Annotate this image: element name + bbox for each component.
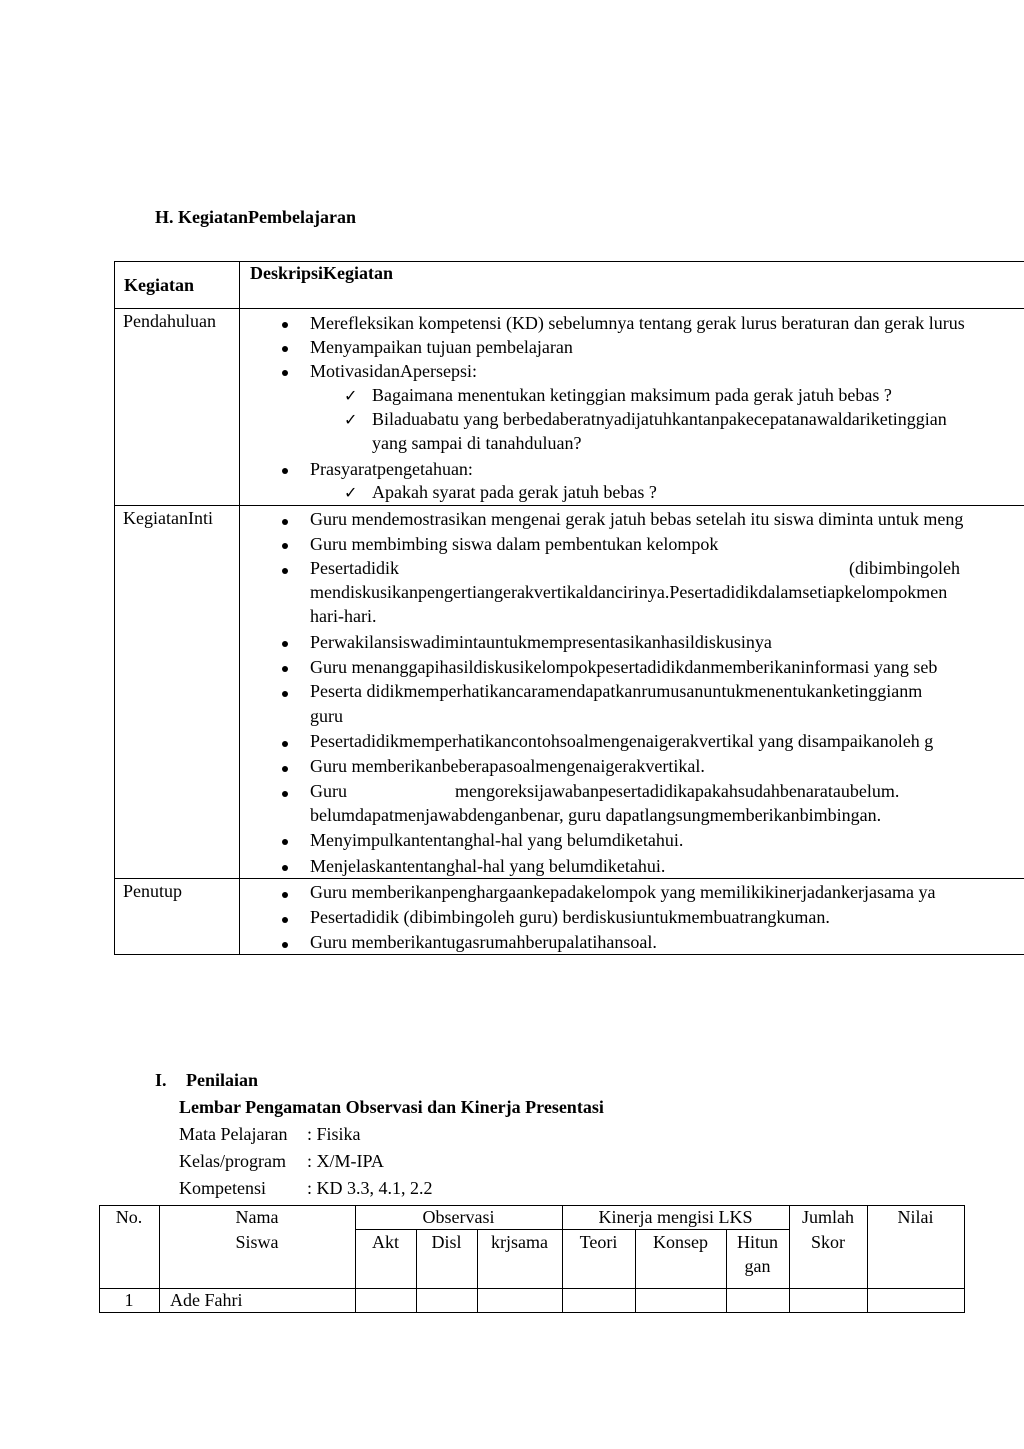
list-item: Pesertadidik (dibimbingoleh guru) berdiskusiuntukmembuatrangkuman. bbox=[310, 907, 830, 927]
bullet-icon bbox=[282, 641, 288, 647]
bullet-icon bbox=[282, 942, 288, 948]
list-item: MotivasidanApersepsi: bbox=[310, 361, 477, 381]
header-kegiatan: Kegiatan bbox=[124, 275, 194, 295]
list-item: Merefleksikan kompetensi (KD) sebelumnya tentang gerak lurus beraturan dan gerak lurus bbox=[310, 313, 965, 333]
list-item: Guru menanggapihasildiskusikelompokpesertadidikdanmemberikaninformasi yang seb bbox=[310, 657, 938, 677]
list-item: Pesertadidikmemperhatikancontohsoalmengenaigerakvertikal yang disampaikanoleh g bbox=[310, 731, 934, 751]
header-akt: Akt bbox=[372, 1232, 399, 1252]
list-item: Guru mendemostrasikan mengenai gerak jatuh bebas setelah itu siswa diminta untuk meng bbox=[310, 509, 964, 529]
header-krjsama: krjsama bbox=[491, 1232, 548, 1252]
bullet-icon bbox=[282, 741, 288, 747]
info-value-kompetensi: : KD 3.3, 4.1, 2.2 bbox=[307, 1178, 433, 1198]
list-item: Peserta didikmemperhatikancaramendapatkanrumusanuntukmenentukanketinggianm bbox=[310, 681, 923, 701]
table-border bbox=[99, 1205, 965, 1206]
bullet-icon bbox=[282, 865, 288, 871]
row-divider bbox=[99, 1288, 965, 1289]
row-name-pendahuluan: Pendahuluan bbox=[123, 311, 216, 331]
list-subitem: yang sampai di tanahduluan? bbox=[372, 433, 582, 453]
bullet-icon bbox=[282, 666, 288, 672]
header-deskripsi: DeskripsiKegiatan bbox=[250, 263, 394, 283]
list-item: Guru memberikanbeberapasoalmengenaigerakvertikal. bbox=[310, 756, 705, 776]
header-nilai: Nilai bbox=[897, 1207, 934, 1227]
header-nama: Nama bbox=[235, 1207, 279, 1227]
list-item-continuation: mengoreksijawabanpesertadidikapakahsudahbenarataubelum. bbox=[455, 781, 900, 801]
header-hitungan-cont: gan bbox=[744, 1256, 771, 1276]
list-item: Menyampaikan tujuan pembelajaran bbox=[310, 337, 573, 357]
list-subitem: Bagaimana menentukan ketinggian maksimum pada gerak jatuh bebas ? bbox=[372, 385, 892, 405]
header-disl: Disl bbox=[431, 1232, 462, 1252]
list-item: Guru bbox=[310, 781, 347, 801]
list-subitem: Apakah syarat pada gerak jatuh bebas ? bbox=[372, 482, 657, 502]
info-label-kelas: Kelas/program bbox=[179, 1151, 286, 1171]
info-label-mapel: Mata Pelajaran bbox=[179, 1124, 288, 1144]
header-konsep: Konsep bbox=[653, 1232, 708, 1252]
section-i-heading: Penilaian bbox=[186, 1070, 259, 1090]
header-observasi: Observasi bbox=[422, 1207, 495, 1227]
row-name-kegiatan-inti: KegiatanInti bbox=[123, 508, 213, 528]
list-item-continuation: guru bbox=[310, 706, 343, 726]
table-border bbox=[964, 1205, 965, 1313]
check-icon: ✓ bbox=[344, 386, 358, 405]
bullet-icon bbox=[282, 322, 288, 328]
bullet-icon bbox=[282, 766, 288, 772]
column-divider bbox=[239, 261, 240, 955]
header-siswa: Siswa bbox=[235, 1232, 279, 1252]
bullet-icon bbox=[282, 568, 288, 574]
row-divider bbox=[114, 878, 1024, 879]
bullet-icon bbox=[282, 917, 288, 923]
header-skor: Skor bbox=[810, 1232, 845, 1252]
bullet-icon bbox=[282, 839, 288, 845]
bullet-icon bbox=[282, 370, 288, 376]
kegiatan-table bbox=[114, 261, 1024, 955]
list-item-continuation: mendiskusikanpengertiangerakvertikaldancirinya.Pesertadidikdalamsetiapkelompokmen bbox=[310, 582, 948, 602]
header-hitungan: Hitun bbox=[736, 1232, 778, 1252]
info-label-kompetensi: Kompetensi bbox=[179, 1178, 266, 1198]
bullet-icon bbox=[282, 543, 288, 549]
header-jumlah: Jumlah bbox=[802, 1207, 854, 1227]
bullet-icon bbox=[282, 468, 288, 474]
section-h-heading: H. KegiatanPembelajaran bbox=[155, 207, 356, 227]
penilaian-table bbox=[99, 1205, 965, 1313]
header-kinerja: Kinerja mengisi LKS bbox=[598, 1207, 753, 1227]
cell-no: 1 bbox=[124, 1290, 134, 1310]
bullet-icon bbox=[282, 691, 288, 697]
check-icon: ✓ bbox=[344, 483, 358, 502]
bullet-icon bbox=[282, 791, 288, 797]
list-item-continuation: (dibimbingoleh bbox=[849, 558, 960, 578]
check-icon: ✓ bbox=[344, 410, 358, 429]
list-item: Menyimpulkantentanghal-hal yang belumdiketahui. bbox=[310, 830, 684, 850]
list-item-continuation: hari-hari. bbox=[310, 606, 377, 626]
list-item: Prasyaratpengetahuan: bbox=[310, 459, 473, 479]
header-teori: Teori bbox=[579, 1232, 618, 1252]
list-item: Guru memberikantugasrumahberupalatihansoal. bbox=[310, 932, 657, 952]
section-i-number: I. bbox=[155, 1070, 167, 1090]
row-divider bbox=[114, 505, 1024, 506]
row-name-penutup: Penutup bbox=[123, 881, 183, 901]
section-i-subtitle: Lembar Pengamatan Observasi dan Kinerja Presentasi bbox=[179, 1097, 604, 1117]
bullet-icon bbox=[282, 892, 288, 898]
table-border bbox=[99, 1312, 965, 1313]
bullet-icon bbox=[282, 519, 288, 525]
list-item: Pesertadidik bbox=[310, 558, 399, 578]
list-item: Perwakilansiswadimintauntukmempresentasikanhasildiskusinya bbox=[310, 632, 772, 652]
row-divider bbox=[114, 308, 1024, 309]
info-value-kelas: : X/M-IPA bbox=[307, 1151, 384, 1171]
bullet-icon bbox=[282, 346, 288, 352]
cell-nama: Ade Fahri bbox=[170, 1290, 243, 1310]
info-value-mapel: : Fisika bbox=[307, 1124, 361, 1144]
group-divider bbox=[355, 1229, 789, 1230]
list-item: Menjelaskantentanghal-hal yang belumdiketahui. bbox=[310, 856, 666, 876]
list-subitem: Biladuabatu yang berbedaberatnyadijatuhkantanpakecepatanawaldariketinggian bbox=[372, 409, 947, 429]
list-item-continuation: belumdapatmenjawabdenganbenar, guru dapatlangsungmemberikanbimbingan. bbox=[310, 805, 882, 825]
header-no: No. bbox=[115, 1207, 143, 1227]
list-item: Guru memberikanpenghargaankepadakelompok yang memilikikinerjadankerjasama ya bbox=[310, 882, 936, 902]
list-item: Guru membimbing siswa dalam pembentukan kelompok bbox=[310, 534, 719, 554]
